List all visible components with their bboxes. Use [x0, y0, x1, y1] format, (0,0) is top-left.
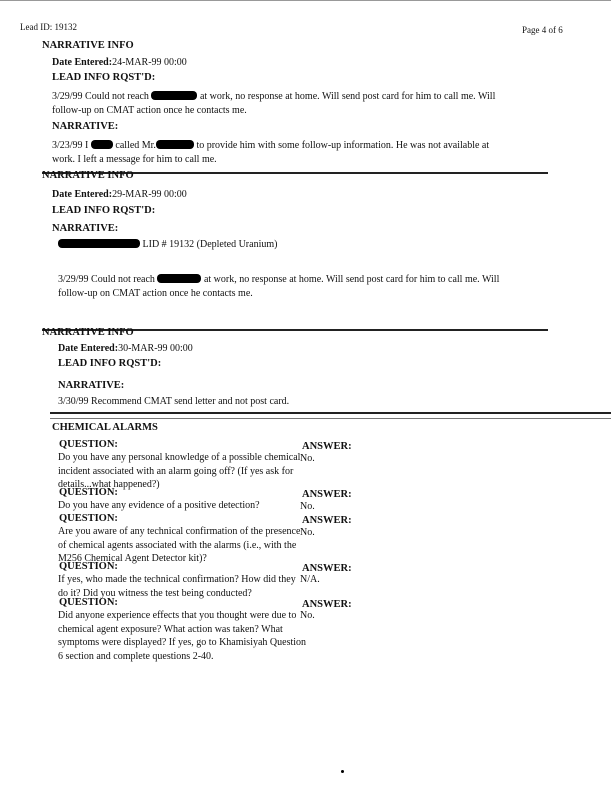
date-value: 24-MAR-99 00:00	[112, 57, 187, 68]
text: 3/23/99 I	[52, 140, 91, 151]
narrative-text: work. I left a message for him to call me.	[52, 154, 217, 165]
narrative-text	[52, 139, 489, 153]
question-label: QUESTION:	[59, 597, 118, 608]
text: 3/29/99 Could not reach	[58, 274, 158, 285]
question-text: Do you have any personal knowledge of a possible chemical incident associated with an alarm going off? (If yes ask for details...what happened?)	[58, 452, 301, 490]
question-text: If yes, who made the technical confirmation? How did they do it? Did you witness the test being conducted?	[58, 574, 296, 599]
rqst-text: follow-up on CMAT action once he contacts me.	[52, 105, 247, 116]
narrative-text	[58, 238, 277, 252]
redaction	[58, 239, 140, 248]
narrative-text: 3/30/99 Recommend CMAT send letter and not post card.	[58, 396, 290, 407]
date-entered	[58, 342, 193, 356]
text: at work, no response at home. Will send post card for him to call me. Will	[197, 91, 496, 102]
text: to provide him with some follow-up information. He was not available at	[193, 140, 490, 151]
rqst-label: LEAD INFO RQST'D:	[52, 72, 156, 83]
answer-label: ANSWER:	[302, 563, 352, 574]
text: LID # 19132 (Depleted Uranium)	[140, 239, 278, 250]
question-label: QUESTION:	[59, 561, 118, 572]
section-title: NARRATIVE INFO	[42, 170, 134, 181]
answer-label: ANSWER:	[302, 441, 352, 452]
narrative-label: NARRATIVE:	[58, 380, 125, 391]
chemical-alarms-title: CHEMICAL ALARMS	[52, 422, 158, 433]
narrative-label: NARRATIVE:	[52, 121, 119, 132]
narrative-label: NARRATIVE:	[52, 223, 119, 234]
date-label: Date Entered:	[52, 189, 113, 200]
date-value: 30-MAR-99 00:00	[118, 343, 193, 354]
divider	[50, 418, 611, 419]
question-text: Do you have any evidence of a positive detection?	[58, 500, 260, 511]
date-entered	[52, 188, 187, 202]
question-text: Are you aware of any technical confirmation of the presence of chemical agents associated with the alarms (i.e., with the M256 Chemical Agent Detector kit)?	[58, 526, 301, 564]
lead-id: Lead ID: 19132	[20, 22, 77, 32]
answer-label: ANSWER:	[302, 515, 352, 526]
redaction	[157, 274, 201, 283]
redaction	[156, 140, 194, 149]
rqst-label: LEAD INFO RQST'D:	[58, 358, 162, 369]
answer-text: No.	[300, 501, 315, 512]
question-label: QUESTION:	[59, 439, 118, 450]
answer-label: ANSWER:	[302, 489, 352, 500]
section-title: NARRATIVE INFO	[42, 327, 134, 338]
rqst-text	[52, 90, 495, 104]
question-label: QUESTION:	[59, 487, 118, 498]
date-label: Date Entered:	[58, 343, 119, 354]
date-entered	[52, 56, 187, 70]
redaction	[91, 140, 113, 149]
answer-label: ANSWER:	[302, 599, 352, 610]
divider	[50, 412, 611, 414]
answer-text: No.	[300, 527, 315, 538]
date-value: 29-MAR-99 00:00	[112, 189, 187, 200]
scan-edge	[0, 0, 611, 1]
answer-text: N/A.	[300, 574, 320, 585]
page-number: Page 4 of 6	[522, 25, 563, 35]
answer-text: No.	[300, 610, 315, 621]
scan-speck	[341, 770, 344, 773]
narrative-text: follow-up on CMAT action once he contacts me.	[58, 288, 253, 299]
text: called Mr.	[112, 140, 156, 151]
answer-text: No.	[300, 453, 315, 464]
date-label: Date Entered:	[52, 57, 113, 68]
text: at work, no response at home. Will send post card for him to call me. Will	[201, 274, 500, 285]
redaction	[151, 91, 197, 100]
text: 3/29/99 Could not reach	[52, 91, 152, 102]
section-title: NARRATIVE INFO	[42, 40, 134, 51]
question-text: Did anyone experience effects that you thought were due to chemical agent exposure? What action was taken? What symptoms were displayed? If yes, go to Khamisiyah Question 6 section and complete questions 2-40.	[58, 610, 307, 662]
narrative-text	[58, 273, 499, 287]
question-label: QUESTION:	[59, 513, 118, 524]
rqst-label: LEAD INFO RQST'D:	[52, 205, 156, 216]
